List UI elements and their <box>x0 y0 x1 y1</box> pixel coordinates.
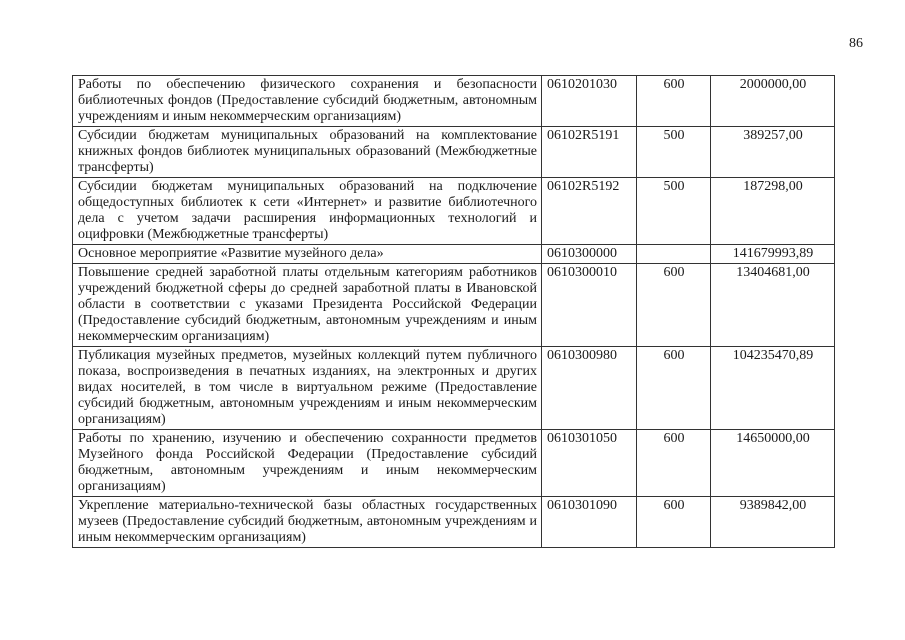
expense-name-cell: Основное мероприятие «Развитие музейного дела» <box>73 245 542 264</box>
expense-type-cell <box>637 245 711 264</box>
target-code-cell: 06102R5191 <box>542 127 637 178</box>
expense-name-cell: Публикация музейных предметов, музейных коллекций путем публичного показа, воспроизведения в печатных изданиях, на электронных и других видах носителей, в том числе в виртуальном режиме (Предоставление субсидий бюджетным, автономным учреждениям и иным некоммерческим организациям) <box>73 347 542 430</box>
target-code-cell: 0610301090 <box>542 497 637 548</box>
budget-table <box>72 75 835 548</box>
target-code-cell: 0610300000 <box>542 245 637 264</box>
expense-type-cell: 500 <box>637 127 711 178</box>
target-code-cell: 0610300980 <box>542 347 637 430</box>
expense-type-cell: 600 <box>637 347 711 430</box>
expense-type-cell: 600 <box>637 430 711 497</box>
table-row <box>73 245 835 264</box>
table-row <box>73 430 835 497</box>
amount-cell: 2000000,00 <box>711 76 835 127</box>
target-code-cell: 0610301050 <box>542 430 637 497</box>
target-code-cell: 0610300010 <box>542 264 637 347</box>
table-row <box>73 264 835 347</box>
expense-name-cell: Субсидии бюджетам муниципальных образований на комплектование книжных фондов библиотек муниципальных образований (Межбюджетные трансферты) <box>73 127 542 178</box>
expense-type-cell: 600 <box>637 264 711 347</box>
amount-cell: 14650000,00 <box>711 430 835 497</box>
expense-name-cell: Укрепление материально-технической базы областных государственных музеев (Предоставление субсидий бюджетным, автономным учреждениям и иным некоммерческим организациям) <box>73 497 542 548</box>
amount-cell: 187298,00 <box>711 178 835 245</box>
amount-cell: 13404681,00 <box>711 264 835 347</box>
table-row <box>73 76 835 127</box>
expense-name-cell: Работы по хранению, изучению и обеспечению сохранности предметов Музейного фонда Российской Федерации (Предоставление субсидий бюджетным, автономным учреждениям и иным некоммерческим организациям) <box>73 430 542 497</box>
expense-name-cell: Повышение средней заработной платы отдельным категориям работников учреждений бюджетной сферы до средней заработной платы в Ивановской области в соответствии с указами Президента Российской Федерации (Предоставление субсидий бюджетным, автономным учреждениям и иным некоммерческим организациям) <box>73 264 542 347</box>
expense-type-cell: 600 <box>637 76 711 127</box>
expense-type-cell: 600 <box>637 497 711 548</box>
table-row <box>73 347 835 430</box>
amount-cell: 141679993,89 <box>711 245 835 264</box>
expense-type-cell: 500 <box>637 178 711 245</box>
table-row <box>73 178 835 245</box>
amount-cell: 9389842,00 <box>711 497 835 548</box>
table-row <box>73 497 835 548</box>
target-code-cell: 06102R5192 <box>542 178 637 245</box>
table-row <box>73 127 835 178</box>
target-code-cell: 0610201030 <box>542 76 637 127</box>
amount-cell: 389257,00 <box>711 127 835 178</box>
page-number: 86 <box>849 36 863 51</box>
amount-cell: 104235470,89 <box>711 347 835 430</box>
expense-name-cell: Работы по обеспечению физического сохранения и безопасности библиотечных фондов (Предоставление субсидий бюджетным, автономным учреждениям и иным некоммерческим организациям) <box>73 76 542 127</box>
expense-name-cell: Субсидии бюджетам муниципальных образований на подключение общедоступных библиотек к сети «Интернет» и развитие библиотечного дела с учетом задачи расширения информационных технологий и оцифровки (Межбюджетные трансферты) <box>73 178 542 245</box>
